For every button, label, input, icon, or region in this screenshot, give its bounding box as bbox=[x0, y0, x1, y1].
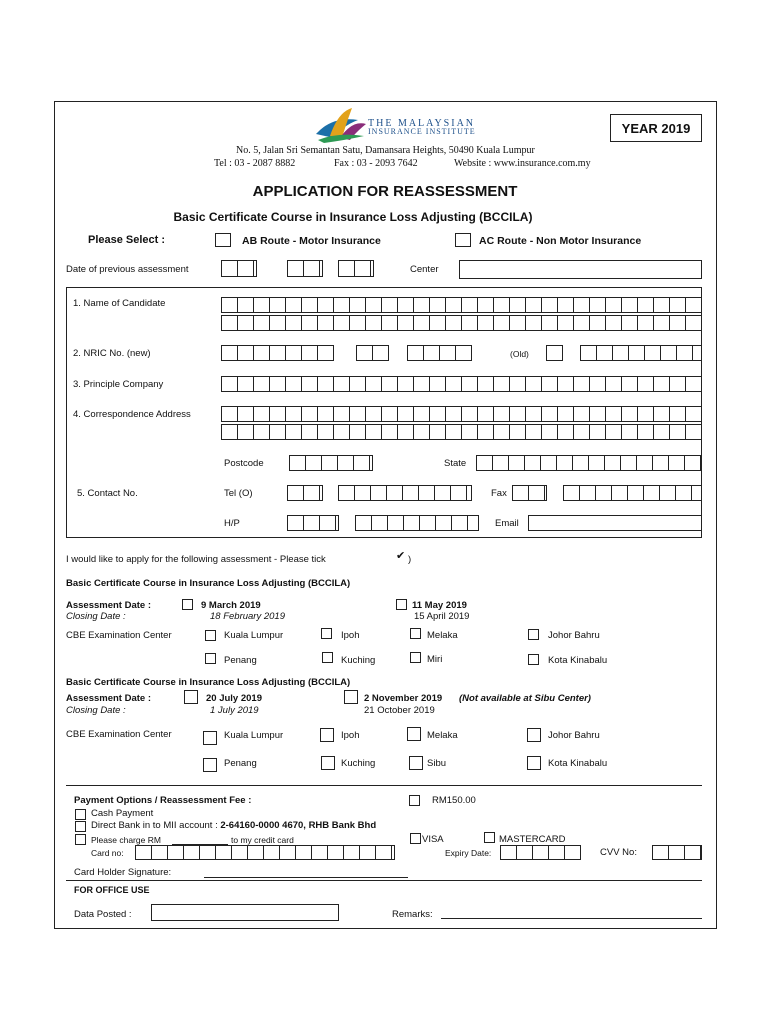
state-label: State bbox=[444, 458, 467, 469]
mii-logo-icon bbox=[312, 106, 368, 144]
s1-center-miri-checkbox[interactable] bbox=[410, 652, 421, 663]
section1-date2-checkbox[interactable] bbox=[396, 599, 407, 610]
payment-heading: Payment Options / Reassessment Fee : bbox=[74, 795, 252, 806]
remarks-label: Remarks: bbox=[392, 909, 433, 920]
s1-center-melaka-checkbox[interactable] bbox=[410, 628, 421, 639]
s1-center-kuching: Kuching bbox=[341, 655, 376, 666]
postcode-input[interactable] bbox=[289, 455, 373, 471]
s2-center-kuching-checkbox[interactable] bbox=[321, 756, 335, 770]
office-heading: FOR OFFICE USE bbox=[74, 885, 150, 895]
center-label: Center bbox=[410, 264, 439, 275]
data-posted-input[interactable] bbox=[151, 904, 339, 921]
expiry-input[interactable] bbox=[500, 845, 581, 860]
address-label: 4. Correspondence Address bbox=[73, 409, 191, 420]
s2-center-melaka: Melaka bbox=[427, 730, 458, 741]
company-input[interactable] bbox=[221, 376, 702, 392]
credit-card-checkbox[interactable] bbox=[75, 834, 86, 845]
apply-instruction: I would like to apply for the following assessment - Please tick bbox=[66, 554, 326, 565]
company-label: 3. Principle Company bbox=[73, 379, 164, 390]
s2-center-ipoh-checkbox[interactable] bbox=[320, 728, 334, 742]
section1-closing-label: Closing Date : bbox=[66, 611, 126, 622]
bank-account: 2-64160-0000 4670, RHB Bank Bhd bbox=[220, 820, 377, 831]
section1-assessment-label: Assessment Date : bbox=[66, 600, 152, 611]
prev-date-month[interactable] bbox=[287, 260, 323, 277]
s1-center-kk: Kota Kinabalu bbox=[548, 655, 608, 666]
institute-website: Website : www.insurance.com.my bbox=[454, 158, 591, 169]
s2-center-ipoh: Ipoh bbox=[341, 730, 360, 741]
s2-center-kl: Kuala Lumpur bbox=[224, 730, 284, 741]
expiry-label: Expiry Date: bbox=[445, 848, 492, 858]
section1-close1: 18 February 2019 bbox=[210, 611, 285, 622]
ab-route-label: AB Route - Motor Insurance bbox=[242, 235, 381, 247]
hp-label: H/P bbox=[224, 518, 240, 529]
section1-date2: 11 May 2019 bbox=[412, 600, 467, 611]
bank-in-prefix: Direct Bank in to MII account : bbox=[91, 820, 221, 831]
charge-prefix: Please charge RM bbox=[91, 835, 161, 845]
s2-center-kl-checkbox[interactable] bbox=[203, 731, 217, 745]
section2-date2-note: (Not available at Sibu Center) bbox=[459, 693, 591, 704]
section2-date1-checkbox[interactable] bbox=[184, 690, 198, 704]
nric-part-1[interactable] bbox=[221, 345, 334, 361]
s1-center-melaka: Melaka bbox=[427, 630, 458, 641]
year-badge: YEAR 2019 bbox=[610, 114, 702, 142]
select-label: Please Select : bbox=[88, 234, 166, 246]
card-number-input[interactable] bbox=[135, 845, 395, 860]
s1-center-ipoh-checkbox[interactable] bbox=[321, 628, 332, 639]
s1-center-kk-checkbox[interactable] bbox=[528, 654, 539, 665]
s1-center-penang-checkbox[interactable] bbox=[205, 653, 216, 664]
s1-center-ipoh: Ipoh bbox=[341, 630, 360, 641]
section2-heading: Basic Certificate Course in Insurance Loss Adjusting (BCCILA) bbox=[66, 677, 351, 688]
prev-assessment-label: Date of previous assessment bbox=[66, 264, 189, 275]
s2-center-kk-checkbox[interactable] bbox=[527, 756, 541, 770]
nric-label: 2. NRIC No. (new) bbox=[73, 348, 151, 359]
s1-center-jb: Johor Bahru bbox=[548, 630, 600, 641]
section2-assessment-label: Assessment Date : bbox=[66, 693, 152, 704]
signature-line[interactable] bbox=[204, 877, 408, 878]
visa-label: VISA bbox=[422, 834, 444, 845]
section1-close2: 15 April 2019 bbox=[414, 611, 470, 622]
tel-label: Tel (O) bbox=[224, 488, 253, 499]
s2-center-jb-checkbox[interactable] bbox=[527, 728, 541, 742]
section1-date1-checkbox[interactable] bbox=[182, 599, 193, 610]
state-input[interactable] bbox=[476, 455, 702, 471]
s2-center-penang: Penang bbox=[224, 758, 257, 769]
candidate-name-label: 1. Name of Candidate bbox=[73, 298, 166, 309]
s1-center-miri: Miri bbox=[427, 654, 443, 665]
bank-in-checkbox[interactable] bbox=[75, 821, 86, 832]
payment-top-divider bbox=[66, 785, 702, 786]
email-input[interactable] bbox=[528, 515, 702, 531]
fee-checkbox[interactable] bbox=[409, 795, 420, 806]
hp-prefix-input[interactable] bbox=[287, 515, 339, 531]
mastercard-label: MASTERCARD bbox=[499, 834, 566, 845]
address-input-1[interactable] bbox=[221, 406, 702, 422]
s1-center-kuching-checkbox[interactable] bbox=[322, 652, 333, 663]
section2-close1: 1 July 2019 bbox=[210, 705, 259, 716]
section2-date2: 2 November 2019 bbox=[364, 693, 443, 704]
institute-tel: Tel : 03 - 2087 8882 bbox=[214, 158, 296, 169]
office-divider bbox=[66, 880, 702, 881]
section1-heading: Basic Certificate Course in Insurance Loss Adjusting (BCCILA) bbox=[66, 578, 351, 589]
fax-number-input[interactable] bbox=[563, 485, 702, 501]
cvv-input[interactable] bbox=[652, 845, 702, 860]
section2-date2-checkbox[interactable] bbox=[344, 690, 358, 704]
tick-icon: ✔ bbox=[396, 550, 406, 562]
s2-center-melaka-checkbox[interactable] bbox=[407, 727, 421, 741]
hp-number-input[interactable] bbox=[355, 515, 479, 531]
section1-date1: 9 March 2019 bbox=[201, 600, 261, 611]
contact-label: 5. Contact No. bbox=[77, 488, 138, 499]
form-subtitle: Basic Certificate Course in Insurance Loss Adjusting (BCCILA) bbox=[173, 210, 533, 224]
cvv-label: CVV No: bbox=[600, 847, 637, 858]
card-no-label: Card no: bbox=[91, 848, 124, 858]
center-input[interactable] bbox=[459, 260, 702, 279]
cash-payment-checkbox[interactable] bbox=[75, 809, 86, 820]
section2-close2: 21 October 2019 bbox=[364, 705, 435, 716]
remarks-line[interactable] bbox=[441, 918, 702, 919]
s2-center-penang-checkbox[interactable] bbox=[203, 758, 217, 772]
apply-paren: ) bbox=[408, 554, 412, 565]
prev-date-year[interactable] bbox=[338, 260, 374, 277]
visa-checkbox[interactable] bbox=[410, 833, 421, 844]
cash-payment-label: Cash Payment bbox=[91, 808, 154, 819]
tel-number-input[interactable] bbox=[338, 485, 472, 501]
s1-center-jb-checkbox[interactable] bbox=[528, 629, 539, 640]
section2-date1: 20 July 2019 bbox=[206, 693, 262, 704]
section2-center-label: CBE Examination Center bbox=[66, 729, 172, 740]
s1-center-kl: Kuala Lumpur bbox=[224, 630, 284, 641]
email-label: Email bbox=[495, 518, 519, 529]
fee-amount: RM150.00 bbox=[432, 795, 476, 806]
address-input-2[interactable] bbox=[221, 424, 702, 440]
institute-address: No. 5, Jalan Sri Semantan Satu, Damansara Heights, 50490 Kuala Lumpur bbox=[236, 145, 535, 156]
ac-route-checkbox[interactable] bbox=[455, 233, 471, 247]
s1-center-kl-checkbox[interactable] bbox=[205, 630, 216, 641]
charge-suffix: to my credit card bbox=[231, 835, 294, 845]
candidate-name-input-1[interactable] bbox=[221, 297, 702, 313]
ab-route-checkbox[interactable] bbox=[215, 233, 231, 247]
prev-date-day[interactable] bbox=[221, 260, 257, 277]
logo-line-2: INSURANCE INSTITUTE bbox=[368, 127, 476, 136]
logo-line-1: THE MALAYSIAN bbox=[368, 118, 476, 129]
old-nric-input[interactable] bbox=[580, 345, 702, 361]
old-nric-prefix[interactable] bbox=[546, 345, 563, 361]
data-posted-label: Data Posted : bbox=[74, 909, 132, 920]
s1-center-penang: Penang bbox=[224, 655, 257, 666]
institute-fax: Fax : 03 - 2093 7642 bbox=[334, 158, 418, 169]
form-title: APPLICATION FOR REASSESSMENT bbox=[252, 183, 518, 200]
s2-center-sibu-checkbox[interactable] bbox=[409, 756, 423, 770]
s2-center-sibu: Sibu bbox=[427, 758, 447, 769]
s2-center-kuching: Kuching bbox=[341, 758, 376, 769]
ac-route-label: AC Route - Non Motor Insurance bbox=[479, 235, 642, 247]
s2-center-kk: Kota Kinabalu bbox=[548, 758, 608, 769]
signature-label: Card Holder Signature: bbox=[74, 867, 172, 878]
fax-area-input[interactable] bbox=[512, 485, 547, 501]
bank-in-label bbox=[91, 820, 376, 831]
tel-area-input[interactable] bbox=[287, 485, 323, 501]
nric-part-3[interactable] bbox=[407, 345, 472, 361]
candidate-name-input-2[interactable] bbox=[221, 315, 702, 331]
old-nric-label: (Old) bbox=[510, 349, 529, 359]
section2-closing-label: Closing Date : bbox=[66, 705, 126, 716]
nric-part-2[interactable] bbox=[356, 345, 389, 361]
section1-center-label: CBE Examination Center bbox=[66, 630, 172, 641]
s2-center-jb: Johor Bahru bbox=[548, 730, 600, 741]
postcode-label: Postcode bbox=[224, 458, 264, 469]
fax-label: Fax bbox=[491, 488, 507, 499]
mastercard-checkbox[interactable] bbox=[484, 832, 495, 843]
